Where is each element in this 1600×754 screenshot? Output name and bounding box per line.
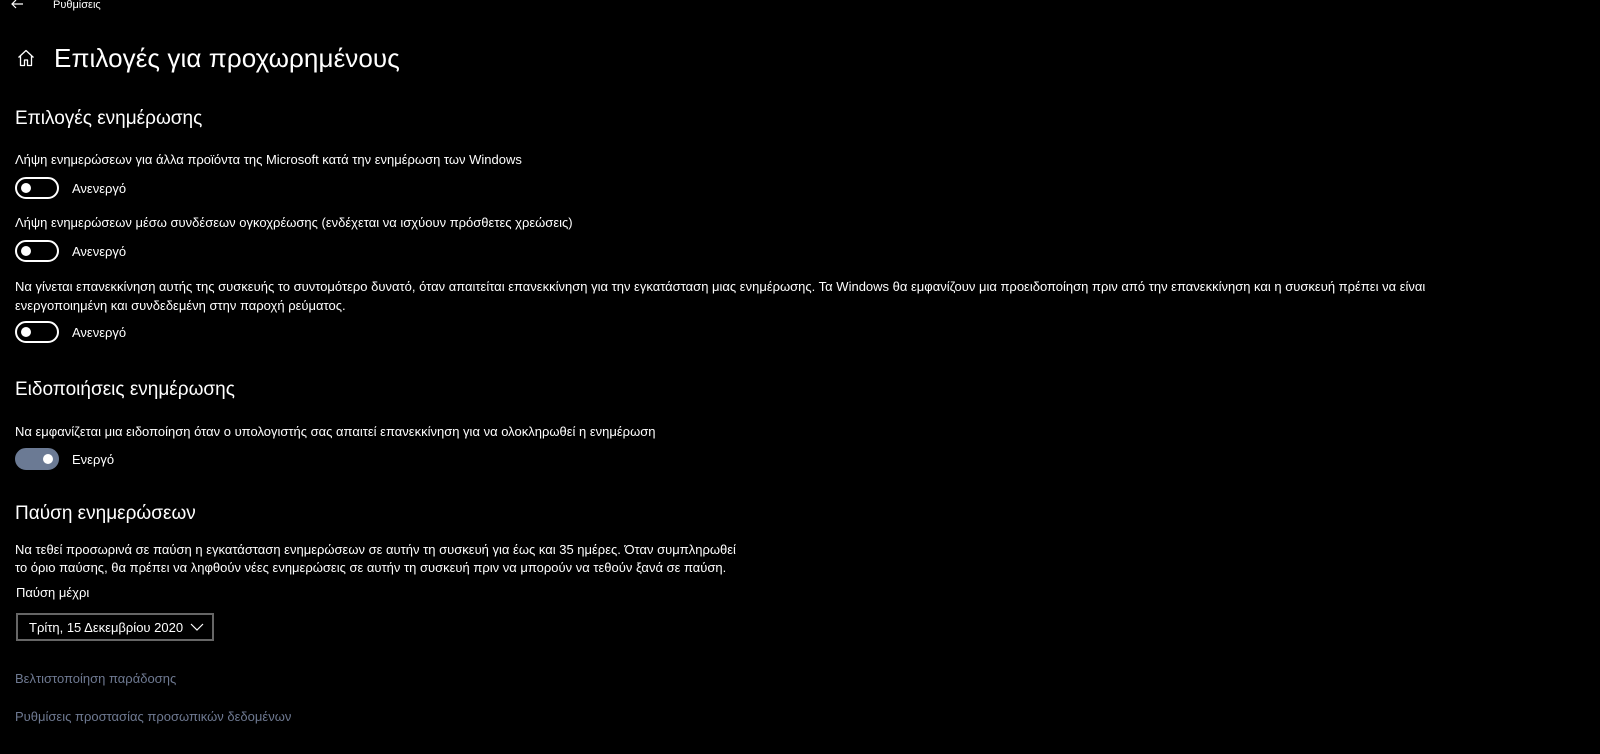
pause-until-selected-date: Τρίτη, 15 Δεκεμβρίου 2020 — [29, 619, 184, 635]
pause-description-line1: Να τεθεί προσωρινά σε παύση η εγκατάσταση ενημερώσεων σε αυτήν τη συσκευή για έως και 35 ημέρες. Όταν συμπληρωθεί — [15, 542, 736, 557]
section-title-pause-updates: Παύση ενημερώσεων — [15, 503, 196, 524]
toggle-row-restart-asap — [15, 321, 126, 343]
pause-until-dropdown[interactable] — [16, 613, 214, 641]
setting-description-restart-asap: Να γίνεται επανεκκίνηση αυτής της συσκευής το συντομότερο δυνατό, όταν απαιτείται επανεκκίνηση για την εγκατάσταση μιας ενημέρωσης. Τα Windows θα εμφανίζουν μια προειδοποίηση πριν από την επανεκκίνηση και η συσκευή πρέπει να είναι — [15, 279, 1426, 294]
section-title-update-notifications: Ειδοποιήσεις ενημέρωσης — [15, 379, 235, 400]
title-bar — [0, 0, 1600, 12]
toggle-knob — [21, 183, 31, 193]
toggle-row-other-products — [15, 177, 126, 199]
back-button[interactable] — [8, 0, 26, 11]
toggle-restart-notification[interactable] — [15, 448, 59, 470]
home-button[interactable] — [15, 47, 37, 69]
setting-description-restart-asap-line2: ενεργοποιημένη και συνδεδεμένη στην παροχή ρεύματος. — [15, 298, 346, 313]
link-privacy-settings[interactable]: Ρυθμίσεις προστασίας προσωπικών δεδομένων — [15, 709, 292, 724]
page-header — [15, 40, 400, 76]
setting-description-metered: Λήψη ενημερώσεων μέσω συνδέσεων ογκοχρέωσης (ενδέχεται να ισχύουν πρόσθετες χρεώσεις) — [15, 215, 573, 230]
toggle-state-label: Ανενεργό — [72, 243, 127, 259]
section-title-update-options: Επιλογές ενημέρωσης — [15, 108, 203, 129]
pause-until-label: Παύση μέχρι — [16, 585, 90, 600]
toggle-row-restart-notification — [15, 448, 114, 470]
toggle-row-metered — [15, 240, 126, 262]
back-arrow-icon — [10, 0, 24, 9]
link-delivery-optimization[interactable]: Βελτιστοποίηση παράδοσης — [15, 671, 177, 686]
toggle-metered-connections[interactable] — [15, 240, 59, 262]
chevron-down-icon — [190, 621, 204, 633]
toggle-knob — [21, 327, 31, 337]
home-icon — [16, 48, 36, 68]
toggle-state-label: Ενεργό — [72, 451, 115, 467]
toggle-knob — [43, 454, 53, 464]
setting-description-restart-notification: Να εμφανίζεται μια ειδοποίηση όταν ο υπολογιστής σας απαιτεί επανεκκίνηση για να ολοκληρωθεί η ενημέρωση — [15, 424, 656, 439]
setting-description-other-products: Λήψη ενημερώσεων για άλλα προϊόντα της Microsoft κατά την ενημέρωση των Windows — [15, 152, 522, 167]
toggle-state-label: Ανενεργό — [72, 324, 127, 340]
toggle-other-products[interactable] — [15, 177, 59, 199]
toggle-state-label: Ανενεργό — [72, 180, 127, 196]
toggle-knob — [21, 246, 31, 256]
app-title: Ρυθμίσεις — [53, 0, 101, 11]
page-title: Επιλογές για προχωρημένους — [54, 42, 400, 73]
toggle-restart-asap[interactable] — [15, 321, 59, 343]
pause-description-line2: το όριο παύσης, θα πρέπει να ληφθούν νέες ενημερώσεις σε αυτήν τη συσκευή πριν να μπορούν να τεθούν ξανά σε παύση. — [15, 560, 727, 575]
